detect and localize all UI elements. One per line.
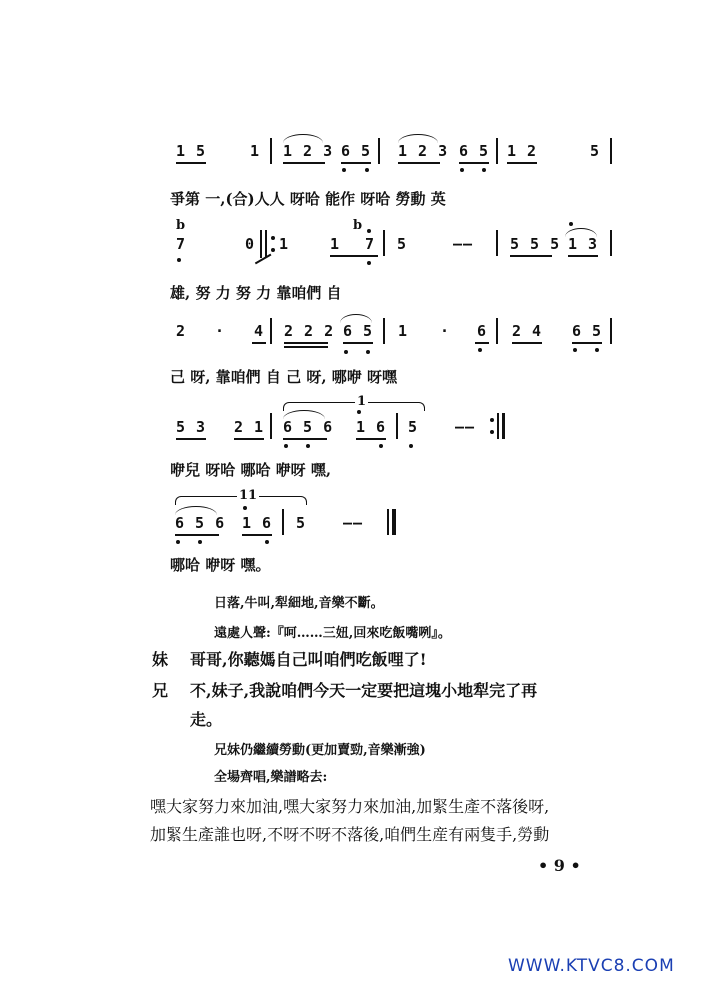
note: 1 <box>250 142 261 160</box>
flat-sign: b <box>176 218 186 233</box>
note-group: 2 1 <box>234 418 265 436</box>
rest: 0 <box>245 235 256 253</box>
volta-number: 1 <box>357 394 367 409</box>
barline <box>610 318 612 344</box>
volta-number: 11 <box>239 488 258 503</box>
note-group: 6 5 <box>343 322 374 340</box>
note-group: 1 5 <box>176 142 207 160</box>
stage-direction: 遠處人聲:『呵……三妞,回來吃飯嘴咧』。 <box>214 626 451 641</box>
watermark: WWW.KTVC8.COM <box>508 956 675 976</box>
barline <box>270 138 272 164</box>
dialogue-line: 哥哥,你聽媽自己叫咱們吃飯哩了! <box>190 650 427 669</box>
repeat-barline <box>260 230 262 258</box>
barline <box>270 413 272 439</box>
note: 2 <box>176 322 187 340</box>
note: 5 <box>296 514 307 532</box>
note-group: 6 5 6 <box>175 514 226 532</box>
dash: —— <box>455 418 476 436</box>
note-group: 6 5 <box>341 142 372 160</box>
note-group: 1 2 <box>507 142 538 160</box>
barline <box>270 318 272 344</box>
note: 1 <box>330 235 341 253</box>
barline <box>378 138 380 164</box>
note-group: 6 5 6 <box>283 418 334 436</box>
note-group: 1 3 <box>568 235 599 253</box>
barline <box>383 230 385 256</box>
dot-extension: · <box>440 322 451 340</box>
note-group: 1 6 <box>356 418 387 436</box>
note: 7 <box>365 235 376 253</box>
note: 5 <box>408 418 419 436</box>
barline <box>610 230 612 256</box>
stage-direction: 兄妹仍繼續勞動(更加賣勁,音樂漸強) <box>214 743 426 758</box>
note-group: 1 6 <box>242 514 273 532</box>
lyric-line: 雄, 努 力 努 力 靠咱們 自 <box>170 284 342 302</box>
lyric-line: 己 呀, 靠咱們 自 己 呀, 哪咿 呀嘿 <box>170 368 398 386</box>
note-group: 2 4 <box>512 322 543 340</box>
barline <box>610 138 612 164</box>
note-group: 1 2 3 <box>283 142 334 160</box>
note-group: 6 5 <box>572 322 603 340</box>
note-group: 5 5 5 <box>510 235 561 253</box>
barline <box>496 318 498 344</box>
stage-direction: 日落,牛叫,犁細地,音樂不斷。 <box>214 596 384 611</box>
note-group: 5 3 <box>176 418 207 436</box>
stage-direction: 全場齊唱,樂譜略去: <box>214 770 328 785</box>
note: 6 <box>477 322 488 340</box>
song-text: 加緊生產誰也呀,不呀不呀不落後,咱們生産有兩隻手,勞動 <box>150 825 550 844</box>
barline <box>396 413 398 439</box>
note: 1 <box>279 235 290 253</box>
dialogue-line: 不,妹子,我說咱們今天一定要把這塊小地犁完了再 <box>190 681 538 700</box>
lyric-line: 哪哈 咿呀 嘿。 <box>170 556 271 574</box>
speaker-name: 妹 <box>152 650 169 669</box>
barline <box>383 318 385 344</box>
final-barline <box>387 509 389 535</box>
barline <box>496 230 498 256</box>
note: 5 <box>590 142 601 160</box>
flat-sign: b <box>353 218 363 233</box>
speaker-name: 兄 <box>152 681 169 700</box>
note: 5 <box>397 235 408 253</box>
note-group: 2 2 2 <box>284 322 335 340</box>
repeat-barline <box>497 413 499 439</box>
barline <box>282 509 284 535</box>
song-text: 嘿大家努力來加油,嘿大家努力來加油,加緊生產不落後呀, <box>150 797 550 816</box>
note: 7 <box>176 235 187 253</box>
lyric-line: 咿兒 呀哈 哪哈 咿呀 嘿, <box>170 461 332 479</box>
note: 4 <box>254 322 265 340</box>
dialogue-line: 走。 <box>190 710 223 729</box>
dash: —— <box>343 514 364 532</box>
dot-extension: · <box>215 322 226 340</box>
barline <box>496 138 498 164</box>
lyric-line: 爭第 一,(合)人人 呀哈 能作 呀哈 勞動 英 <box>170 190 446 208</box>
note: 1 <box>398 322 409 340</box>
page-number: • 9 • <box>538 856 581 875</box>
note-group: 6 5 <box>459 142 490 160</box>
dash: —— <box>453 235 474 253</box>
note-group: 1 2 3 <box>398 142 449 160</box>
